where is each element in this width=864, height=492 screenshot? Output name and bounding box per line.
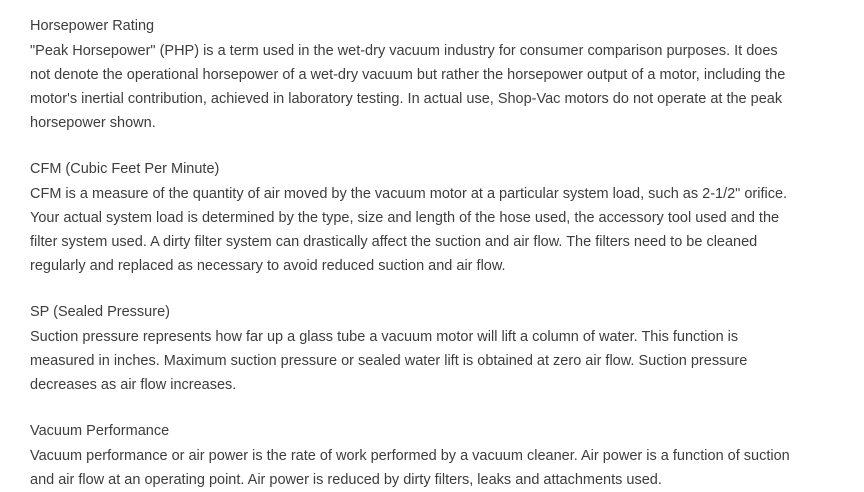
section-cfm <box>30 157 798 278</box>
section-vacuum-performance <box>30 419 798 492</box>
section-body: "Peak Horsepower" (PHP) is a term used in the wet-dry vacuum industry for consumer comparison purposes. It does not denote the operational horsepower of a wet-dry vacuum but rather the horsepower output of a motor, including the motor's inertial contribution, achieved in laboratory testing. In actual use, Shop-Vac motors do not operate at the peak horsepower shown. <box>30 43 786 131</box>
section-title: Horsepower Rating <box>30 18 155 34</box>
section-title: CFM (Cubic Feet Per Minute) <box>30 161 220 177</box>
section-title: SP (Sealed Pressure) <box>30 304 170 320</box>
section-body: CFM is a measure of the quantity of air moved by the vacuum motor at a particular system load, such as 2-1/2" orifice. Your actual system load is determined by the type, size and length of the hose used, the accessory tool used and the filter system used. A dirty filter system can drastically affect the suction and air flow. The filters need to be cleaned regularly and replaced as necessary to avoid reduced suction and air flow. <box>30 186 788 274</box>
section-title: Vacuum Performance <box>30 423 170 439</box>
section-body: Vacuum performance or air power is the rate of work performed by a vacuum cleaner. Air power is a function of suction and air flow at an operating point. Air power is reduced by dirty filters, leaks and attachments used. <box>30 448 790 488</box>
section-horsepower-rating <box>30 14 798 135</box>
section-sealed-pressure <box>30 300 798 397</box>
section-body: Suction pressure represents how far up a glass tube a vacuum motor will lift a column of water. This function is measured in inches. Maximum suction pressure or sealed water lift is obtained at zero air flow. Suction pressure decreases as air flow increases. <box>30 329 748 393</box>
